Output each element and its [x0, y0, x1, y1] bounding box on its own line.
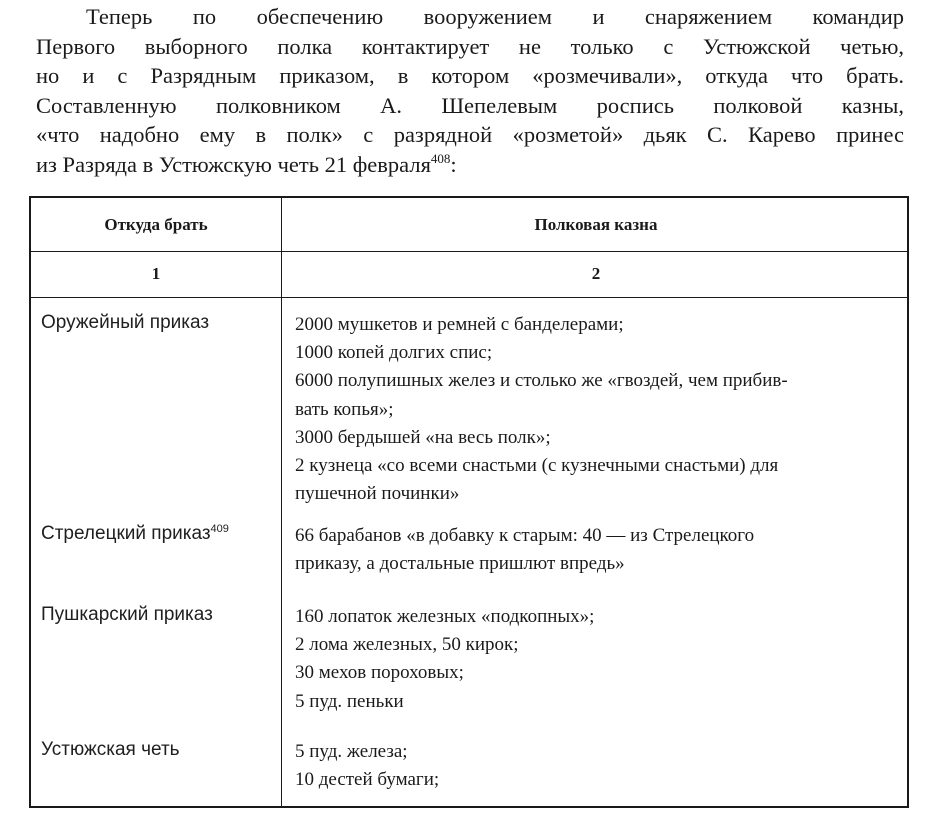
- list-item: приказу, а достальные пришлют впредь»: [295, 553, 625, 575]
- list-item: 2 кузнеца «со всеми снастьми (с кузнечными снастьми) для: [295, 455, 779, 477]
- intro-paragraph: [36, 2, 904, 180]
- row-items: [295, 738, 895, 794]
- list-item: 3000 бердышей «на весь полк»;: [295, 426, 551, 448]
- column-number-2: 2: [591, 264, 601, 283]
- header-divider: [31, 251, 907, 252]
- intro-line: Первого выборного полка контактирует не только с Устюжской четью,: [36, 33, 904, 59]
- row-source: Оружейный приказ: [41, 312, 210, 333]
- intro-line: но и с Разрядным приказом, в котором «розмечивали», откуда что брать.: [36, 63, 904, 89]
- header-treasury: Полковая казна: [534, 215, 658, 234]
- list-item: 10 дестей бумаги;: [295, 769, 440, 791]
- row-source: Устюжская четь: [41, 739, 180, 760]
- list-item: 6000 полупишных желез и столько же «гвоздей, чем прибив-: [295, 370, 788, 392]
- intro-line-last: [36, 150, 904, 180]
- list-item: 2 лома железных, 50 кирок;: [295, 634, 519, 656]
- intro-last-punct: :: [450, 151, 457, 177]
- intro-last-text: из Разряда в Устюжскую четь 21 февраля: [36, 151, 431, 177]
- row-items: [295, 311, 895, 508]
- header-source: Откуда брать: [104, 215, 208, 234]
- intro-line: «что надобно ему в полк» с разрядной «розметой» дьяк С. Карево принес: [36, 122, 904, 148]
- list-item: пушечной починки»: [295, 483, 460, 505]
- list-item: 30 мехов пороховых;: [295, 662, 464, 684]
- column-number-divider: [31, 297, 907, 298]
- list-item: 5 пуд. пеньки: [295, 690, 404, 712]
- list-item: 2000 мушкетов и ремней с банделерами;: [295, 314, 624, 335]
- intro-line: Теперь по обеспечению вооружением и снаряжением командир: [86, 4, 904, 29]
- list-item: 66 барабанов «в добавку к старым: 40 — из Стрелецкого: [295, 525, 755, 546]
- list-item: 160 лопаток железных «подкопных»;: [295, 606, 595, 627]
- list-item: вать копья»;: [295, 398, 394, 420]
- row-source: [41, 523, 281, 545]
- row-items: [295, 603, 895, 716]
- list-item: 1000 копей долгих спис;: [295, 342, 493, 364]
- row-items: [295, 522, 895, 578]
- row-source-text: Стрелецкий приказ: [41, 523, 211, 544]
- column-number-1: 1: [151, 264, 161, 283]
- supply-table: [29, 196, 909, 808]
- column-divider: [281, 198, 282, 806]
- footnote-ref-408: 408: [430, 150, 451, 166]
- list-item: 5 пуд. железа;: [295, 741, 408, 762]
- footnote-ref-409: 409: [210, 523, 229, 535]
- intro-line: Составленную полковником А. Шепелевым роспись полковой казны,: [36, 92, 904, 118]
- row-source: Пушкарский приказ: [41, 604, 213, 625]
